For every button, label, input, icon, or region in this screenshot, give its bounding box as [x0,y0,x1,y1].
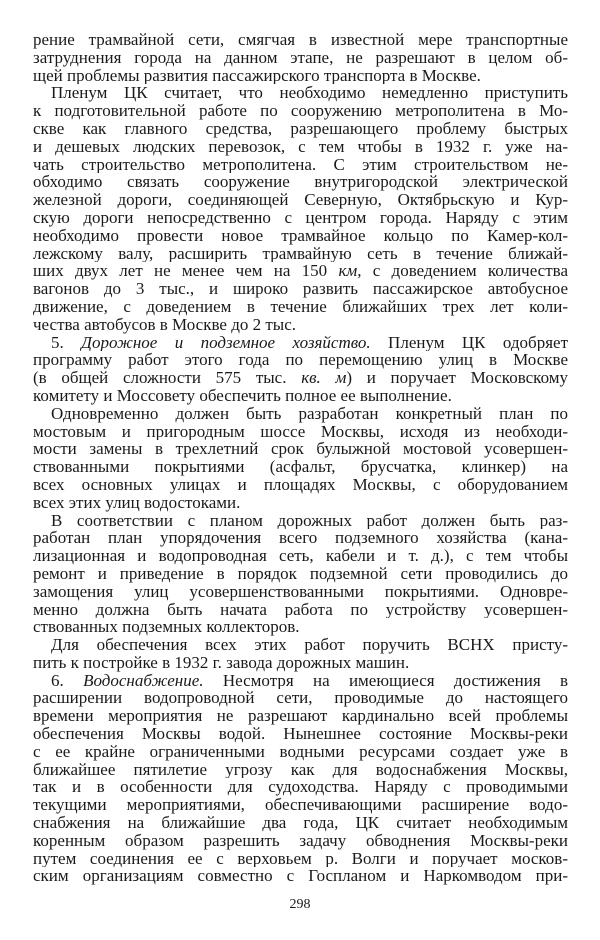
text-line [33,173,568,191]
text-segment: обходимо связать сооружение внутригородской электрической [33,173,568,192]
text-line [33,67,568,85]
text-segment: ) и поручает Московскому [346,369,568,387]
text-segment: программу работ этого года по перемощению улиц в Москве [33,351,568,370]
text-segment: ствованных подземных коллекторов. [33,618,300,637]
text-line [33,440,568,458]
text-line [33,334,568,352]
text-line [33,707,568,725]
text-segment: всех основных улицах и площадях Москвы, с оборудованием [33,475,568,494]
text-segment: Для обеспечения всех этих работ поручить ВСНХ присту- [51,636,568,654]
text-segment: ших двух лет не менее чем на 150 [33,262,339,281]
text-segment: пить к постройке в 1932 г. завода дорожных машин. [33,653,410,672]
text-line [33,601,568,619]
text-line [33,280,568,298]
text-segment: чать строительство метрополитена. С этим строительством не- [33,155,568,174]
text-segment: ским организациям совместно с Госпланом и Наркомводом при- [33,867,568,886]
text-segment: 5. [51,333,82,352]
text-line [33,458,568,476]
text-line [33,512,568,530]
text-segment: всех этих улиц водостоками. [33,493,241,512]
text-segment: времени мероприятия не разрешают кардинально всей проблемы [33,707,568,726]
text-segment: к подготовительной работе по сооружению метрополитена в Мо- [33,102,568,120]
text-line [33,743,568,761]
text-segment: Пленум ЦК считает, что необходимо немедленно приступить [51,84,568,103]
text-segment: комитету и Моссовету обеспечить полное ее выполнение. [33,386,452,405]
text-segment: ближайшее пятилетие угрозу как для водоснабжения Москвы, [33,760,568,779]
text-line [33,49,568,67]
text-segment: мостовым и пригородным шоссе Москвы, исходя из необходи- [33,422,568,441]
text-line [33,31,568,49]
text-line [33,84,568,102]
text-line [33,529,568,547]
text-segment: 6. [51,671,84,690]
text-segment: замощения улиц усовершенствованными покрытиями. Одновре- [33,582,568,601]
text-line [33,689,568,707]
text-segment: лежскому валу, расширить трамвайную сеть в течение ближай- [33,244,568,263]
text-line [33,761,568,779]
text-segment: так и в особенности для судоходства. Наряду с проводимыми [33,778,568,797]
text-segment: движение, с доведением в течение ближайших трех лет коли- [33,297,568,316]
italic-text: км, [338,262,362,281]
text-line [33,583,568,601]
text-segment: чества автобусов в Москве до 2 тыс. [33,315,296,334]
text-line [33,369,568,387]
text-line [33,245,568,263]
text-line [33,565,568,583]
text-segment: и дешевых людских перевозок, с тем чтобы в 1932 г. уже на- [33,137,568,156]
text-segment: В соответствии с планом дорожных работ должен быть раз- [51,511,568,530]
text-line [33,423,568,441]
text-segment: расширении водопроводной сети, проводимые до настоящего [33,689,568,708]
text-segment: необходимо провести новое трамвайное кольцо по Камер-кол- [33,226,568,245]
text-segment: железной дороги, соединяющей Северную, Октябрьскую и Кур- [33,191,568,209]
page-number: 298 [289,897,311,912]
text-line [33,298,568,316]
text-line [33,156,568,174]
text-line [33,672,568,690]
text-segment: с ее крайне ограниченными водными ресурсами создает уже в [33,742,568,761]
text-line [33,102,568,120]
text-line [33,850,568,868]
text-line [33,191,568,209]
text-segment: затруднения города на данном этапе, не разрешают в целом об- [33,48,568,67]
text-segment: рение трамвайной сети, смягчая в известной мере транспортные [33,31,568,49]
text-line [33,120,568,138]
text-segment: Одновременно должен быть разработан конкретный план по [51,404,568,423]
text-segment: (в общей сложности 575 тыс. [33,369,302,387]
text-line [33,387,568,405]
text-segment: щей проблемы развития пассажирского транспорта в Москве. [33,66,481,85]
text-line [33,636,568,654]
text-line [33,405,568,423]
text-line [33,227,568,245]
text-line [33,209,568,227]
italic-text: Дорожное и подземное хозяйство. [81,333,371,352]
text-line [33,814,568,832]
page-body-text [33,31,568,885]
text-line [33,796,568,814]
text-segment: текущими мероприятиями, обеспечивающими расширение водо- [33,796,568,815]
text-line [33,547,568,565]
text-segment: скве как главного средства, разрешающего проблему быстрых [33,119,568,138]
text-line [33,618,568,636]
text-line [33,138,568,156]
text-segment: путем соединения ее с верховьем р. Волги и поручает москов- [33,849,568,868]
text-segment: скую дороги непосредственно с центром города. Наряду с этим [33,208,568,227]
text-segment: Несмотря на имеющиеся достижения в [203,671,568,690]
text-line [33,778,568,796]
text-segment: лизационная и водопроводная сеть, кабели и т. д.), с тем чтобы [33,547,568,565]
italic-text: кв. м [301,369,347,387]
italic-text: Водоснабжение. [83,671,204,690]
text-segment: вагонов до 3 тыс., и широко развить пассажирское автобусное [33,280,568,298]
text-segment: обеспечения Москвы водой. Нынешнее состояние Москвы-реки [33,725,568,743]
text-line [33,494,568,512]
text-line [33,832,568,850]
text-line [33,654,568,672]
text-line [33,476,568,494]
text-line [33,351,568,369]
text-line [33,725,568,743]
text-line [33,262,568,280]
text-segment: снабжения на ближайшие два года, ЦК считает необходимым [33,814,568,832]
text-segment: коренным образом разрешить задачу обводнения Москвы-реки [33,831,568,850]
text-segment: мости замены в трехлетний срок булыжной мостовой усовершен- [33,440,568,459]
text-segment: ремонт и приведение в порядок подземной сети проводились до [33,564,568,583]
text-segment: менно должна быть начата работа по устройству усовершен- [33,600,568,619]
text-line [33,867,568,885]
text-segment: с доведением количества [361,262,568,281]
text-segment: Пленум ЦК одобряет [370,333,568,352]
text-segment: работан план упорядочения всего подземного хозяйства (кана- [33,529,568,548]
text-line [33,316,568,334]
text-segment: ствованными покрытиями (асфальт, брусчатка, клинкер) на [33,458,568,476]
